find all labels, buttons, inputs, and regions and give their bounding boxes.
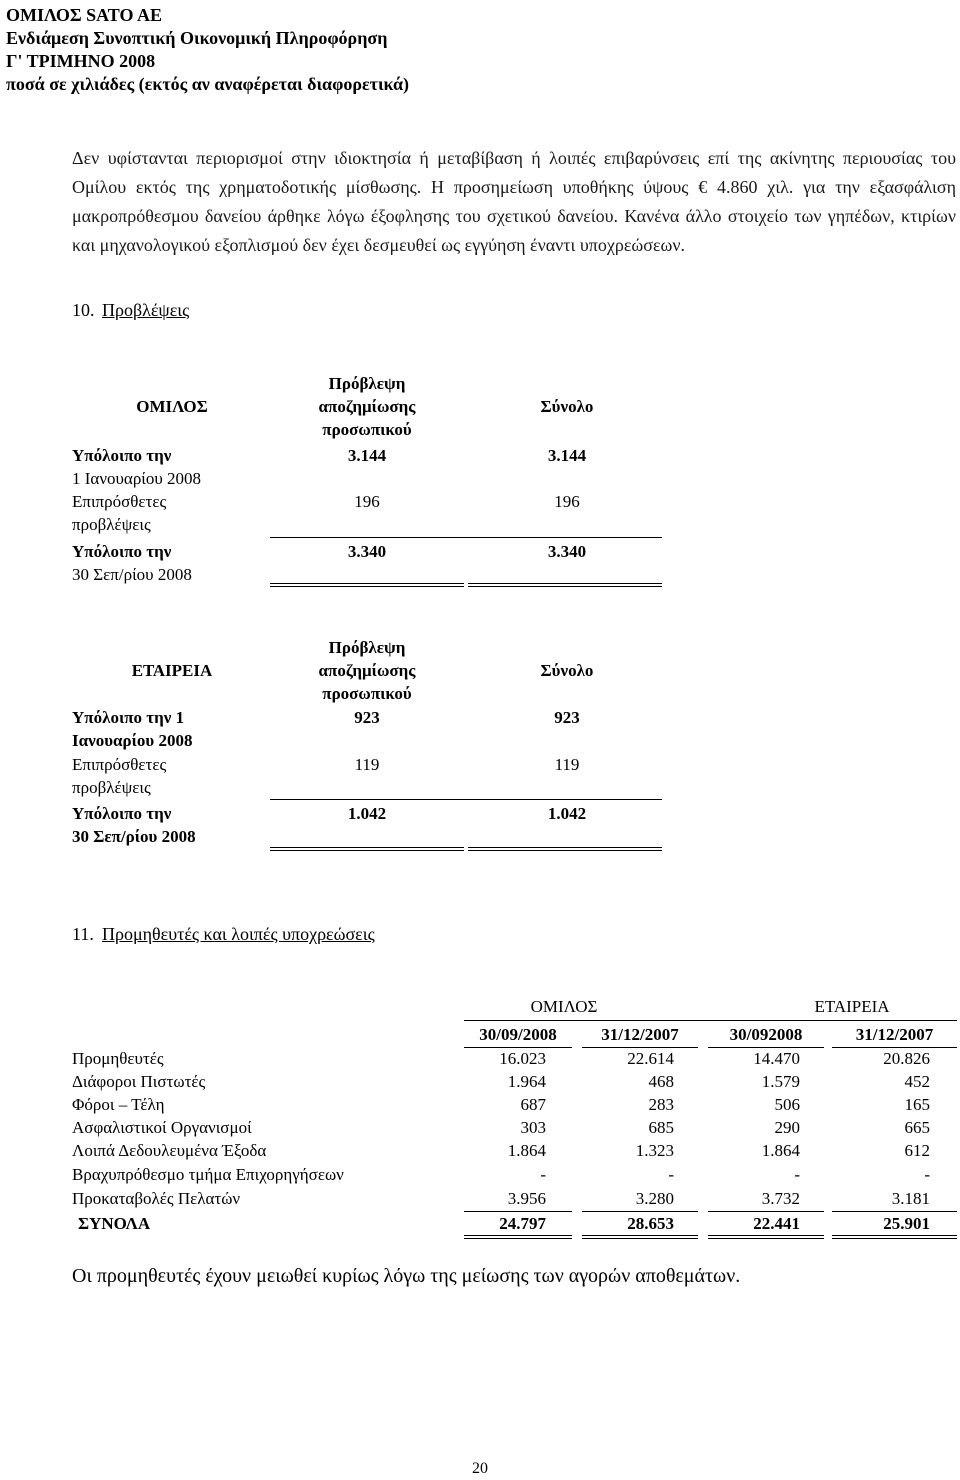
suppliers-row-3-v4: 165 [904,1095,930,1114]
report-period: Γ' ΤΡΙΜΗΝΟ 2008 [6,51,156,71]
suppliers-row-4-v2: 685 [648,1118,674,1137]
provisions-company-col1-line3: προσωπικού [322,684,412,703]
suppliers-date-2: 31/12/2007 [601,1025,679,1044]
suppliers-total-v3: 22.441 [753,1214,800,1233]
suppliers-row-6-label: Βραχυπρόθεσμο τμήμα Επιχορηγήσεων [72,1165,344,1184]
suppliers-total-label: ΣΥΝΟΛΑ [78,1214,151,1233]
suppliers-row-7-v2: 3.280 [635,1189,674,1208]
provisions-company-row2-label1: Επιπρόσθετες [72,755,167,774]
provisions-company-col1-line1: Πρόβλεψη [328,638,406,657]
provisions-group-row3-label1: Υπόλοιπο την [72,542,172,561]
provisions-company-row3-label2: 30 Σεπ/ρίου 2008 [72,827,196,846]
suppliers-total-bottom-line-4 [832,1235,957,1239]
suppliers-row-5-v2: 1.323 [635,1141,674,1160]
provisions-group-row2-v1: 196 [354,492,380,511]
suppliers-row-1-v4: 20.826 [883,1049,930,1068]
suppliers-row-4-v3: 290 [774,1118,800,1137]
provisions-company-total-line-2 [468,847,662,851]
suppliers-row-4-label: Ασφαλιστικοί Οργανισμοί [72,1118,252,1137]
provisions-group-row3-v2: 3.340 [547,542,587,561]
suppliers-company-header: ΕΤΑΙΡΕΙΑ [814,997,890,1016]
provisions-company-row2-v1: 119 [354,755,380,774]
provisions-company-entity: ΕΤΑΙΡΕΙΑ [131,661,213,680]
provisions-company-table [72,637,672,857]
company-title: ΟΜΙΛΟΣ SATO AE [6,5,162,25]
provisions-group-total-line-2 [468,583,662,587]
provisions-company-col2: Σύνολο [540,661,594,680]
suppliers-group-header: ΟΜΙΛΟΣ [530,997,598,1016]
suppliers-row-6-v1: - [540,1165,546,1184]
suppliers-date-3: 30/092008 [729,1025,803,1044]
suppliers-row-7-v4: 3.181 [891,1189,930,1208]
suppliers-row-4-v4: 665 [904,1118,930,1137]
suppliers-row-7-v3: 3.732 [761,1189,800,1208]
provisions-company-row3-label1: Υπόλοιπο την [72,804,172,823]
suppliers-row-2-v3: 1.579 [761,1072,800,1091]
provisions-group-col1-line1: Πρόβλεψη [328,374,406,393]
suppliers-row-6-v2: - [668,1165,674,1184]
suppliers-row-5-v3: 1.864 [761,1141,800,1160]
suppliers-total-bottom-line-3 [708,1235,824,1239]
suppliers-row-6-v3: - [794,1165,800,1184]
intro-paragraph: Δεν υφίστανται περιορισμοί στην ιδιοκτησία ή μεταβίβαση ή λοιπές επιβαρύνσεις επί της ακίνητης περιουσίας του Ομίλου εκτός της χρηματοδοτικής μίσθωσης. Η προσημείωση υποθήκης ύψους € 4.860 χιλ. για την εξασφάλιση μακροπρόθεσμου δανείου άρθηκε λόγω έξοφλησης του σχετικού δανείου. Κανένα άλλο στοιχείο των γηπέδων, κτιρίων και μηχανολογικού εξοπλισμού δεν έχει δεσμευθεί ως εγγύηση έναντι υποχρεώσεων. [72,148,956,255]
section-11-heading [72,924,375,945]
provisions-company-col1-line2: αποζημίωσης [318,661,416,680]
provisions-group-col1-line2: αποζημίωσης [318,397,416,416]
suppliers-row-2-label: Διάφοροι Πιστωτές [72,1072,206,1091]
provisions-company-row1-v1: 923 [354,708,380,727]
suppliers-total-top-line-3 [708,1211,824,1212]
suppliers-total-top-line-2 [582,1211,698,1212]
suppliers-table [72,996,957,1246]
section-11-title: Προμηθευτές και λοιπές υποχρεώσεις [102,924,375,944]
suppliers-row-4-v1: 303 [520,1118,546,1137]
provisions-group-table [72,373,672,593]
suppliers-date-4: 31/12/2007 [855,1025,934,1044]
section-11-number: 11. [72,924,94,944]
suppliers-total-top-line-4 [832,1211,957,1212]
provisions-group-col1-line3: προσωπικού [322,420,412,439]
suppliers-total-v2: 28.653 [627,1214,674,1233]
provisions-group-row3-v1: 3.340 [347,542,387,561]
provisions-group-row1-label1: Υπόλοιπο την [72,446,172,465]
suppliers-row-1-v1: 16.023 [499,1049,546,1068]
suppliers-row-2-v4: 452 [904,1072,930,1091]
provisions-group-row3-label2: 30 Σεπ/ρίου 2008 [72,565,192,584]
provisions-company-row3-v1: 1.042 [347,804,387,823]
suppliers-row-2-v2: 468 [648,1072,674,1091]
provisions-company-row1-label2: Ιανουαρίου 2008 [72,731,193,750]
provisions-company-row1-label1: Υπόλοιπο την 1 [72,708,185,727]
provisions-company-row2-v2: 119 [554,755,580,774]
section-10-number: 10. [72,300,95,320]
suppliers-row-2-v1: 1.964 [507,1072,546,1091]
suppliers-date-1: 30/09/2008 [479,1025,557,1044]
suppliers-row-3-v3: 506 [774,1095,800,1114]
suppliers-total-top-line-1 [464,1211,572,1212]
provisions-company-total-line-1 [270,847,464,851]
suppliers-row-3-v2: 283 [648,1095,674,1114]
suppliers-row-3-v1: 687 [520,1095,546,1114]
provisions-group-row1-v1: 3.144 [347,446,387,465]
page-number: 20 [472,1460,488,1477]
provisions-company-subtotal-line [270,799,662,800]
suppliers-total-v4: 25.901 [883,1214,930,1233]
suppliers-row-5-v1: 1.864 [507,1141,546,1160]
section-10-heading [72,300,189,321]
section-10-title: Προβλέψεις [102,300,190,320]
provisions-group-row2-label1: Επιπρόσθετες [72,492,167,511]
provisions-group-row1-label2: 1 Ιανουαρίου 2008 [72,469,202,488]
units-note: ποσά σε χιλιάδες (εκτός αν αναφέρεται διαφορετικά) [6,74,410,94]
suppliers-total-v1: 24.797 [499,1214,546,1233]
suppliers-row-7-v1: 3.956 [507,1189,546,1208]
provisions-group-row2-label2: προβλέψεις [72,515,151,534]
suppliers-row-6-v4: - [924,1165,930,1184]
provisions-group-subtotal-line [270,537,662,538]
suppliers-header-line [464,1020,957,1021]
provisions-group-entity: ΟΜΙΛΟΣ [136,397,208,416]
provisions-company-row1-v2: 923 [554,708,580,727]
provisions-company-row3-v2: 1.042 [547,804,587,823]
suppliers-total-bottom-line-1 [464,1235,572,1239]
provisions-group-row2-v2: 196 [554,492,580,511]
provisions-company-row2-label2: προβλέψεις [72,778,151,797]
suppliers-row-1-v2: 22.614 [627,1049,674,1068]
report-title: Ενδιάμεση Συνοπτική Οικονομική Πληροφόρηση [6,28,388,48]
suppliers-row-1-label: Προμηθευτές [72,1049,164,1068]
suppliers-total-bottom-line-2 [582,1235,698,1239]
provisions-group-col2: Σύνολο [540,397,594,416]
closing-note: Οι προμηθευτές έχουν μειωθεί κυρίως λόγω της μείωσης των αγορών αποθεμάτων. [72,1265,741,1287]
suppliers-row-3-label: Φόροι – Τέλη [72,1095,165,1114]
provisions-group-row1-v2: 3.144 [547,446,587,465]
suppliers-row-7-label: Προκαταβολές Πελατών [72,1189,241,1208]
provisions-group-total-line-1 [270,583,464,587]
suppliers-row-5-v4: 612 [904,1141,930,1160]
suppliers-row-1-v3: 14.470 [753,1049,800,1068]
suppliers-row-5-label: Λοιπά Δεδουλευμένα Έξοδα [72,1141,267,1160]
